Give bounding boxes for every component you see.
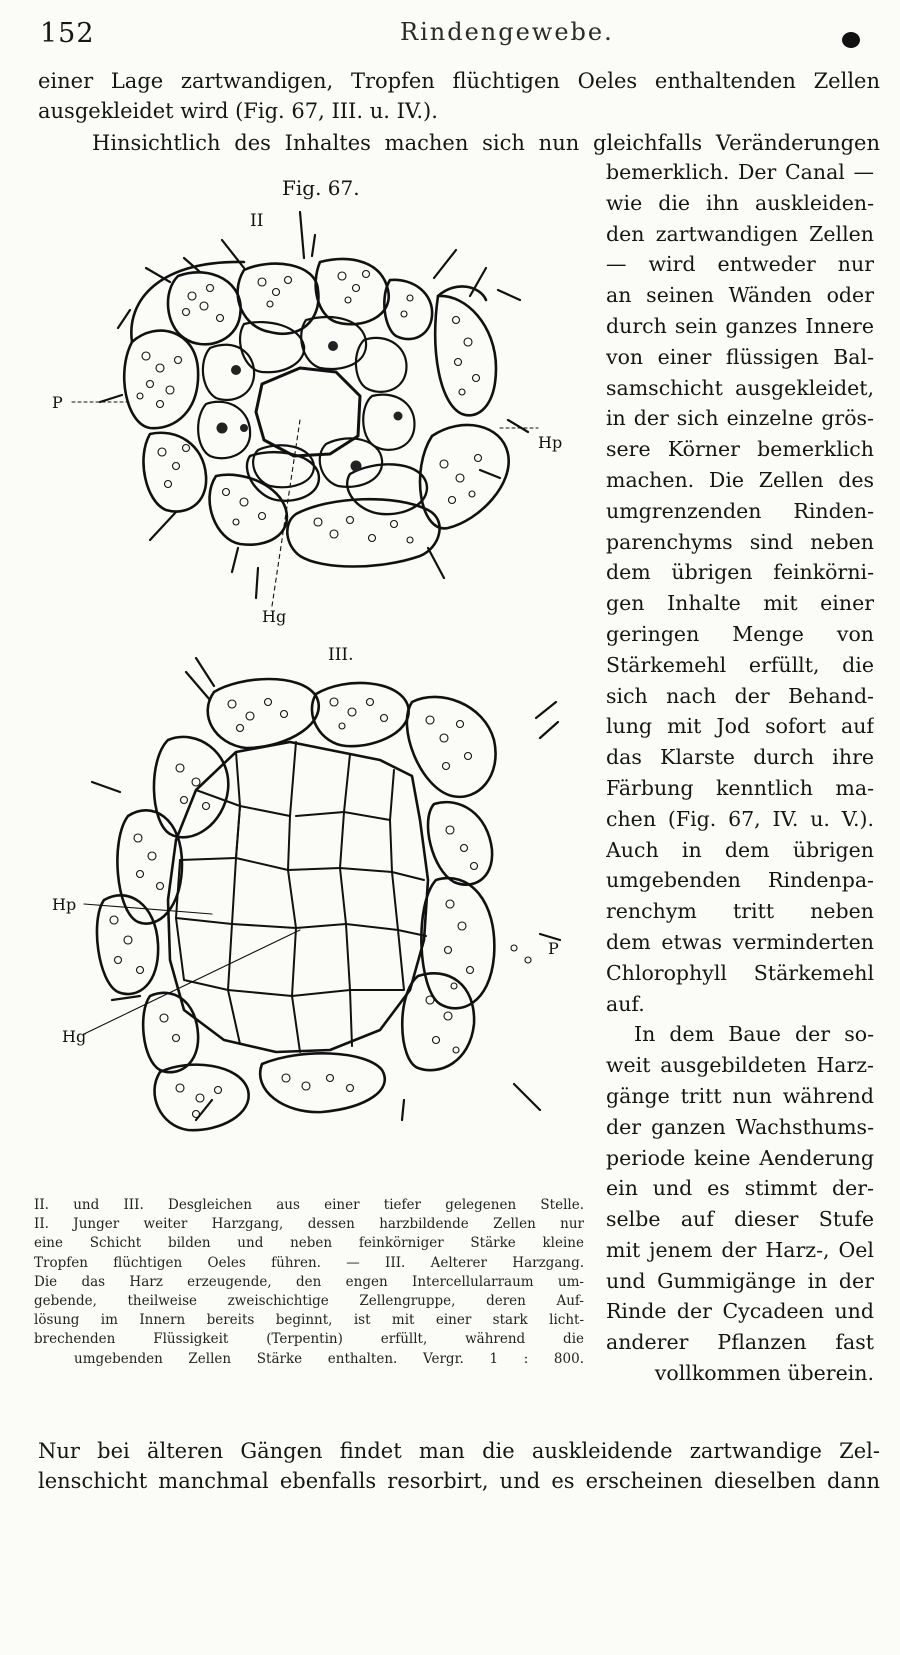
text-line: mit jenem der Harz-, Oel [606,1237,874,1262]
text-line: dem etwas verminderten [606,929,874,954]
figure-caption [34,1196,584,1369]
text-line: selbe auf dieser Stufe [606,1207,874,1232]
label-lower-roman: III. [328,645,354,665]
caption-line: II. Junger weiter Harzgang, dessen harzbildende Zellen nur [34,1216,584,1233]
caption-line: brechenden Flüssigkeit (Terpentin) erfüllt, während die [34,1331,584,1348]
text-line: renchym tritt neben [606,899,874,924]
caption-line: Tropfen flüchtigen Oeles führen. — III. Aelterer Harzgang. [34,1254,584,1271]
caption-line: II. und III. Desgleichen aus einer tiefer gelegenen Stelle. [34,1197,584,1213]
text-line: Rinde der Cycadeen und [606,1299,874,1324]
text-line: ein und es stimmt der- [606,1176,874,1201]
text-line: anderer Pflanzen fast [606,1330,874,1355]
label-hp-lower: Hp [52,895,77,914]
text-line: Auch in dem übrigen [606,837,874,862]
text-line: umgrenzenden Rinden- [606,498,874,523]
text-line: lung mit Jod sofort auf [606,714,874,739]
text-line: samschicht ausgekleidet, [606,375,874,400]
text-line: ausgekleidet wird (Fig. 67, III. u. IV.). [38,99,438,123]
text-line: einer Lage zartwandigen, Tropfen flüchtigen Oeles enthaltenden Zellen [38,69,880,93]
upper-cross-section [72,212,538,606]
text-line: bemerklich. Der Canal — [606,160,874,184]
text-line: Stärkemehl erfüllt, die [606,652,874,677]
text-line: auf. [606,991,645,1016]
caption-line: gebende, theilweise zweischichtige Zellengruppe, deren Auf- [34,1292,584,1309]
caption-line: lösung im Innern bereits beginnt, ist mit einer stark licht- [34,1312,584,1329]
text-line: geringen Menge von [606,621,874,646]
figure-title: Fig. 67. [282,176,360,200]
text-line: gänge tritt nun während [606,1083,874,1108]
text-line: von einer flüssigen Bal- [606,344,874,369]
right-text-column [606,157,874,1389]
text-line: umgebenden Rindenpa- [606,868,874,893]
text-line: gen Inhalte mit einer [606,591,874,616]
running-head: Rindengewebe. [400,18,614,46]
caption-line: eine Schicht bilden und neben feinkörniger Stärke kleine [34,1235,584,1252]
label-upper-roman: II [250,211,264,231]
text-line: sere Körner bemerklich [606,437,874,462]
text-line: chen (Fig. 67, IV. u. V.). [606,806,874,831]
text-line: machen. Die Zellen des [606,467,874,492]
text-line: vollkommen überein. [654,1361,874,1386]
text-line: Nur bei älteren Gängen findet man die auskleidende zartwandige Zel- [38,1439,880,1463]
text-line: Chlorophyll Stärkemehl [606,960,874,985]
caption-line: Die das Harz erzeugende, den engen Intercellularraum um- [34,1273,584,1290]
text-line: In dem Baue der so- [634,1022,874,1047]
text-line: das Klarste durch ihre [606,745,874,770]
text-line: an seinen Wänden oder [606,283,874,308]
text-line: wie die ihn auskleiden- [606,190,874,215]
text-line: periode keine Aenderung [606,1145,874,1170]
text-line: lenschicht manchmal ebenfalls resorbirt, und es erscheinen dieselben dann [38,1469,880,1493]
text-line: den zartwandigen Zellen [606,221,874,246]
label-p-lower: P [548,939,559,958]
label-hg-lower: Hg [62,1027,87,1046]
label-p-upper: P [52,393,63,412]
text-line: Hinsichtlich des Inhaltes machen sich nun gleichfalls Veränderungen [92,131,880,155]
text-line: durch sein ganzes Innere [606,313,874,338]
text-line: dem übrigen feinkörni- [606,560,874,585]
label-hg-upper: Hg [262,607,287,626]
page-number: 152 [40,18,95,49]
caption-line: umgebenden Zellen Stärke enthalten. Vergr. 1 : 800. [74,1350,584,1367]
text-line: und Gummigänge in der [606,1268,874,1293]
text-line: parenchyms sind neben [606,529,874,554]
text-line: sich nach der Behand- [606,683,874,708]
text-line: — wird entweder nur [606,252,874,277]
label-hp-upper: Hp [538,433,563,452]
text-line: Färbung kenntlich ma- [606,775,874,800]
text-line: der ganzen Wachsthums- [606,1114,874,1139]
text-line: in der sich einzelne grös- [606,406,874,431]
lower-cross-section [84,658,560,1130]
text-line: weit ausgebildeten Harz- [606,1053,874,1078]
